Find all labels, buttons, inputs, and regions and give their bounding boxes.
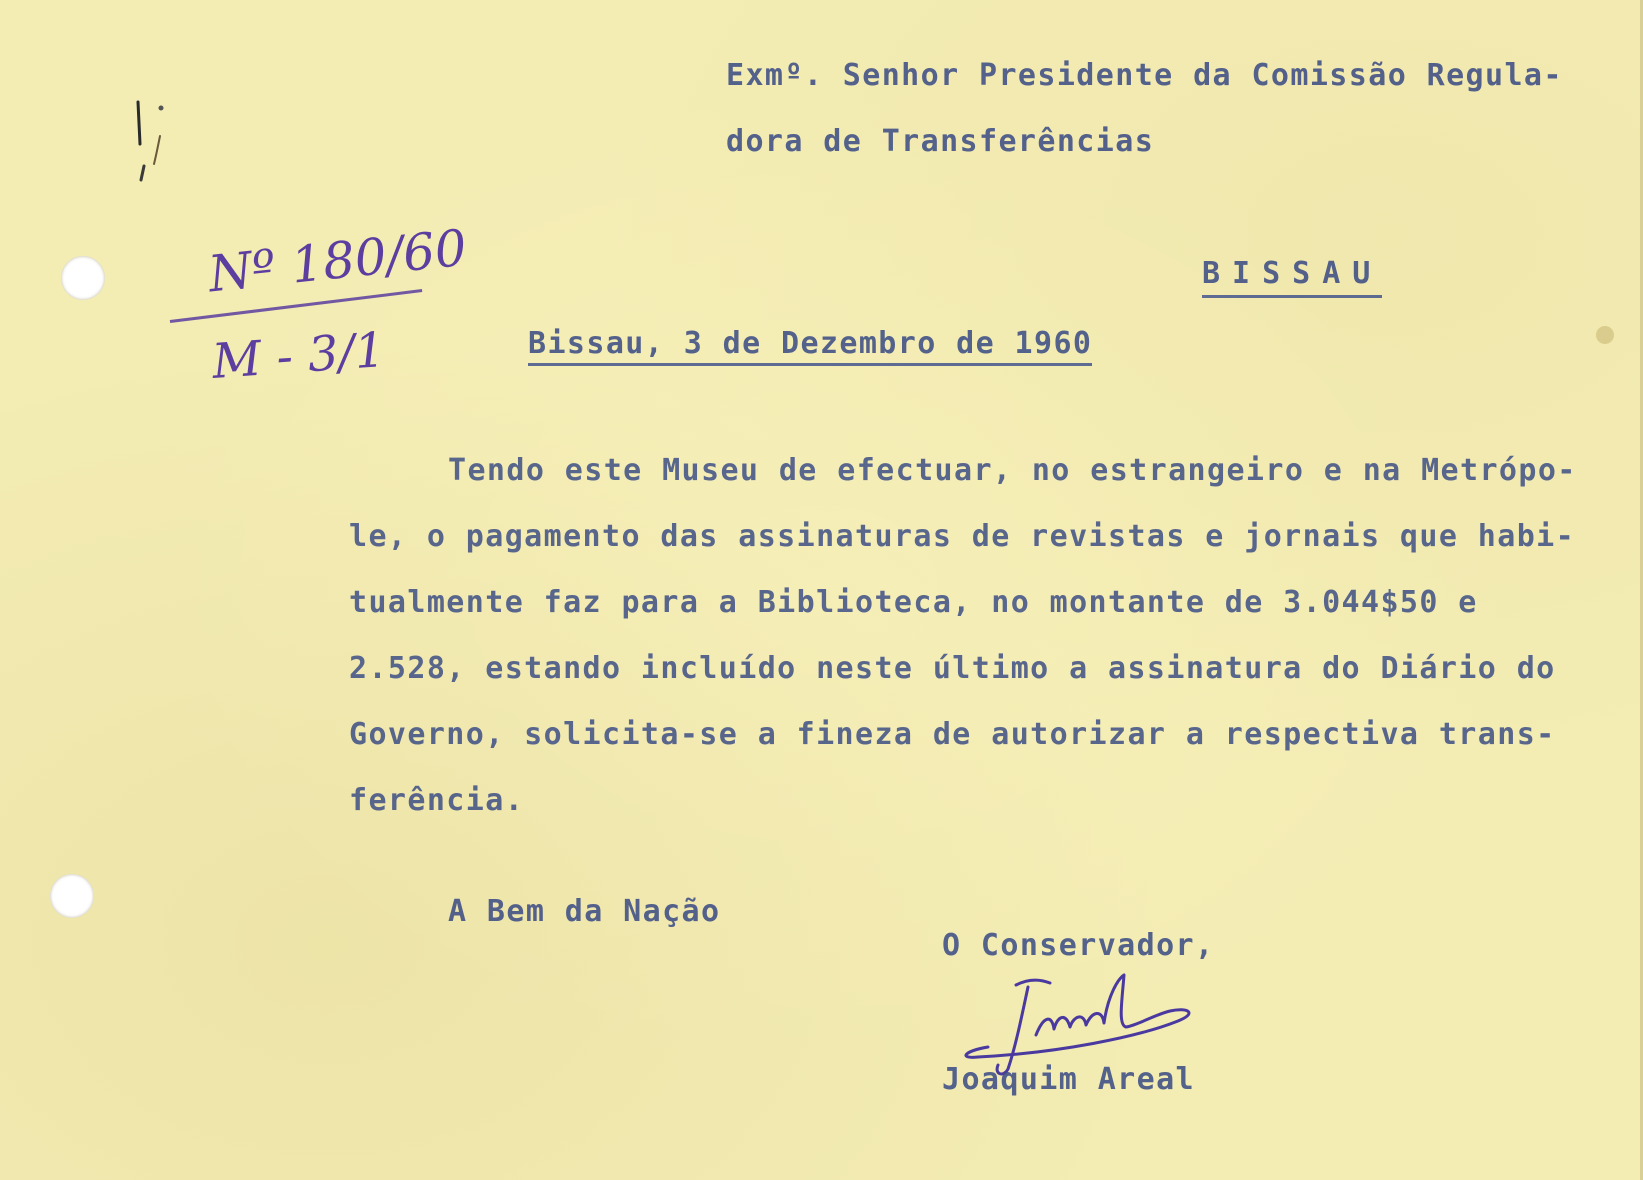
- handwritten-reference-number: Nº 180/60: [205, 218, 470, 304]
- body-line: 2.528, estando incluído neste último a assinatura do Diário do: [349, 651, 1556, 686]
- punch-hole-bottom: [50, 874, 94, 918]
- body-line: ferência.: [349, 783, 525, 818]
- handwritten-reference-note: M - 3/1: [210, 322, 387, 390]
- signatory-role: O Conservador,: [942, 928, 1215, 963]
- addressee-line-2: dora de Transferências: [726, 124, 1155, 159]
- margin-pencil-mark: [130, 96, 170, 196]
- city-heading: BISSAU: [1202, 256, 1382, 298]
- body-line: tualmente faz para a Biblioteca, no montante de 3.044$50 e: [349, 585, 1478, 620]
- signatory-name: Joaquim Areal: [942, 1062, 1195, 1097]
- paper-stain: [1596, 326, 1614, 344]
- body-line: le, o pagamento das assinaturas de revistas e jornais que habi-: [349, 519, 1576, 554]
- letter-body: [349, 451, 1609, 847]
- addressee-line-1: Exmº. Senhor Presidente da Comissão Regula-: [726, 58, 1563, 93]
- body-line: Governo, solicita-se a fineza de autorizar a respectiva trans-: [349, 717, 1556, 752]
- punch-hole-top: [61, 256, 105, 300]
- body-line: Tendo este Museu de efectuar, no estrangeiro e na Metrópo-: [448, 453, 1577, 488]
- closing-salutation: A Bem da Nação: [448, 894, 721, 929]
- letter-date: Bissau, 3 de Dezembro de 1960: [528, 326, 1092, 366]
